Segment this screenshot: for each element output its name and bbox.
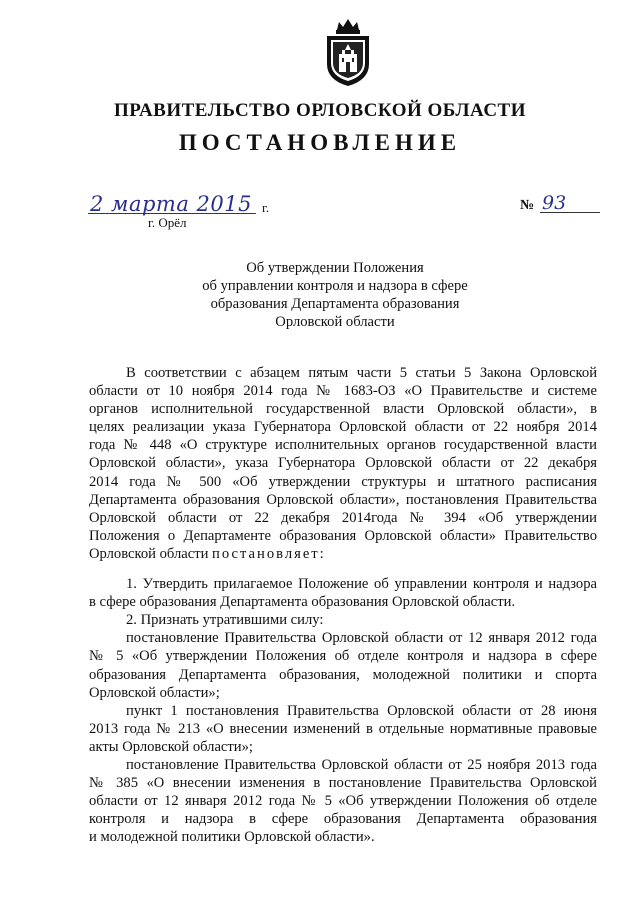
repeal-2-line: пункт 1 постановления Правительства Орловской области от 28 июня xyxy=(126,702,597,719)
preamble-line: В соответствии с абзацем пятым части 5 статьи 5 Закона Орловской xyxy=(126,365,597,381)
preamble-line: органов исполнительной государственной власти Орловской области», в xyxy=(89,401,597,418)
coat-of-arms-icon xyxy=(319,16,377,88)
subject-line: об управлении контроля и надзора в сфере xyxy=(202,278,468,294)
document-subject xyxy=(150,259,520,331)
date-suffix: г. xyxy=(262,200,270,215)
preamble-line: года № 448 «О структуре исполнительных органов государственной власти xyxy=(89,437,597,454)
organization-title: ПРАВИТЕЛЬСТВО ОРЛОВСКОЙ ОБЛАСТИ xyxy=(113,100,526,121)
subject-line: образования Департамента образования xyxy=(210,296,460,312)
preamble-last-line xyxy=(89,545,597,563)
repeal-2-line: акты Орловской области»; xyxy=(89,738,253,755)
repeal-3-line: № 385 «О внесении изменения в постановление Правительства Орловской xyxy=(89,775,597,792)
repeal-3-line: контроля и надзора в сфере образования Департамента образования xyxy=(89,811,597,828)
city-label: г. Орёл xyxy=(148,215,187,230)
preamble-line: Орловской области от 22 декабря 2014года № 394 «Об утверждении xyxy=(89,509,597,526)
subject-line: Орловской области xyxy=(275,314,395,330)
repeal-3-line: и молодежной политики Орловской области». xyxy=(89,829,375,846)
preamble-line: Департамента образования Орловской области», постановления Правительства xyxy=(89,491,597,508)
resolves-word: постановляет: xyxy=(212,545,326,562)
repeal-3-line: постановление Правительства Орловской области от 25 ноября 2013 года xyxy=(126,756,597,773)
repeal-1-line: № 5 «Об утверждении Положения об отделе контроля и надзора в сфере xyxy=(89,648,597,665)
spacer xyxy=(89,563,597,575)
item-2-title: 2. Признать утратившими силу: xyxy=(126,612,324,629)
item-1-line: 1. Утвердить прилагаемое Положение об управлении контроля и надзора xyxy=(126,576,597,593)
preamble-line: целях реализации указа Губернатора Орловской области от 22 ноября 2014 xyxy=(89,419,597,436)
repeal-2-line: 2013 года № 213 «О внесении изменений в отдельные нормативные правовые xyxy=(89,720,597,737)
preamble-line: Положения о Департаменте образования Орловской области» Правительство xyxy=(89,527,597,544)
number-label: № xyxy=(520,198,535,213)
handwritten-date: 2 марта 2015 xyxy=(90,192,252,216)
item-1-line: в сфере образования Департамента образования Орловской области. xyxy=(89,594,516,611)
repeal-1-line: образования Департамента образования, молодежной политики и спорта xyxy=(89,666,597,683)
document-number: 93 xyxy=(540,192,600,213)
preamble-line: 2014 года № 500 «Об утверждении структуры и штатного расписания xyxy=(89,473,597,490)
preamble-line-start: Орловской области xyxy=(89,545,213,562)
repeal-3-line: области от 12 января 2012 года № 5 «Об утверждении Положения об отделе xyxy=(89,793,597,810)
document-type: ПОСТАНОВЛЕНИЕ xyxy=(178,130,462,155)
preamble-line: области от 10 ноября 2014 года № 1683-ОЗ «О Правительстве и системе xyxy=(89,383,597,400)
repeal-1-line: Орловской области»; xyxy=(89,684,220,701)
preamble-line: Орловской области», указа Губернатора Орловской области от 22 декабря xyxy=(89,455,597,472)
subject-line: Об утверждении Положения xyxy=(246,260,424,276)
repeal-1-line: постановление Правительства Орловской области от 12 января 2012 года xyxy=(126,630,597,647)
document-body xyxy=(89,364,597,846)
